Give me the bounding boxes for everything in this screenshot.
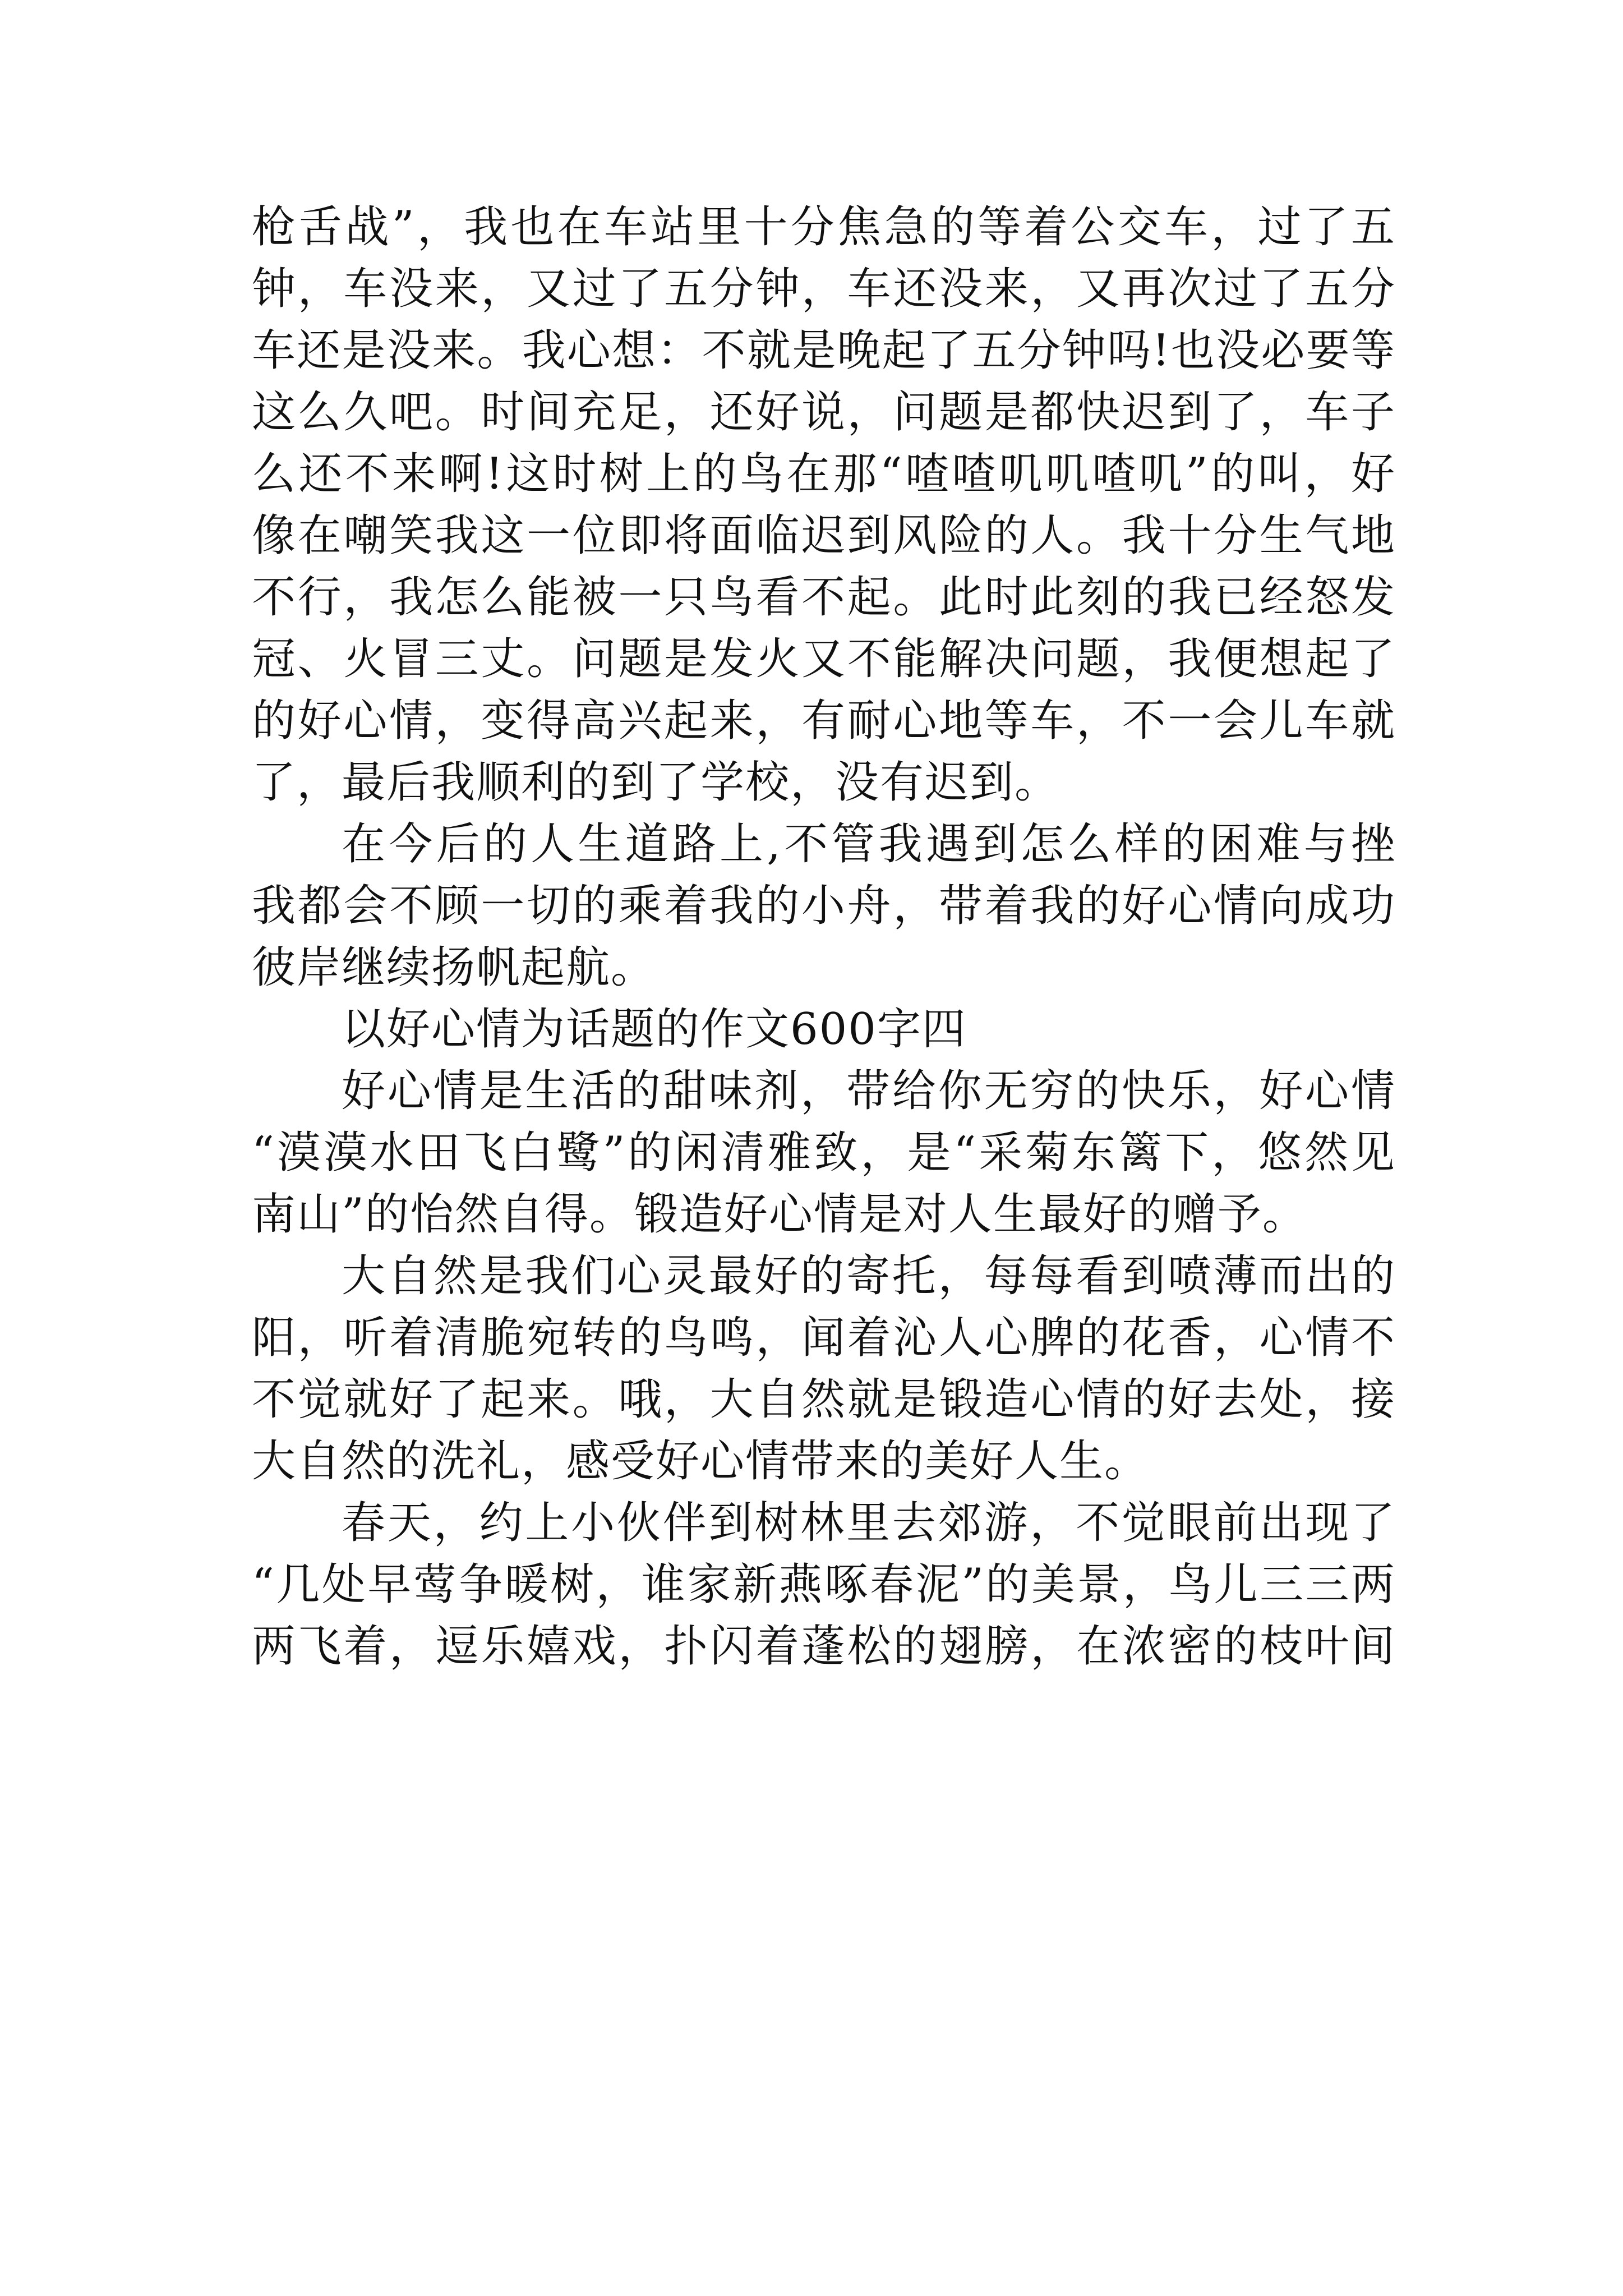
text-line: 的好心情，变得高兴起来，有耐心地等车，不一会儿车就: [252, 696, 1396, 746]
essay-body: [252, 196, 1396, 1677]
text-line: 我都会不顾一切的乘着我的小舟，带着我的好心情向成功: [252, 881, 1396, 931]
text-line: 大自然的洗礼，感受好心情带来的美好人生。: [252, 1436, 1150, 1487]
text-line: 春天，约上小伙伴到树林里去郊游，不觉眼前出现了: [342, 1498, 1396, 1548]
text-line: “几处早莺争暖树，谁家新燕啄春泥”的美景，鸟儿三三两: [252, 1559, 1396, 1610]
text-line: 么还不来啊!这时树上的鸟在那“喳喳叽叽喳叽”的叫，好: [252, 449, 1396, 499]
text-line: 车还是没来。我心想：不就是晚起了五分钟吗!也没必要等: [252, 325, 1396, 376]
text-line: 不觉就好了起来。哦，大自然就是锻造心情的好去处，接: [252, 1374, 1396, 1425]
text-line: 像在嘲笑我这一位即将面临迟到风险的人。我十分生气地: [252, 510, 1396, 561]
text-line: 钟，车没来，又过了五分钟，车还没来，又再次过了五分: [252, 264, 1396, 314]
text-line: 不行，我怎么能被一只鸟看不起。此时此刻的我已经怒发: [252, 572, 1396, 623]
text-line: 了，最后我顺利的到了学校，没有迟到。: [252, 757, 1060, 808]
text-line: “漠漠水田飞白鹭”的闲清雅致，是“采菊东篱下，悠然见: [252, 1128, 1396, 1178]
text-line: 彼岸继续扬帆起航。: [252, 942, 656, 993]
text-line: 枪舌战”，我也在车站里十分焦急的等着公交车，过了五: [252, 202, 1396, 252]
text-line: 大自然是我们心灵最好的寄托，每每看到喷薄而出的: [342, 1251, 1396, 1301]
text-line: 好心情是生活的甜味剂，带给你无穷的快乐，好心情: [342, 1066, 1396, 1116]
text-line: 阳，听着清脆宛转的鸟鸣，闻着沁人心脾的花香，心情不: [252, 1313, 1396, 1363]
text-line: 南山”的怡然自得。锻造好心情是对人生最好的赠予。: [252, 1189, 1307, 1240]
text-line: 两飞着，逗乐嬉戏，扑闪着蓬松的翅膀，在浓密的枝叶间: [252, 1621, 1396, 1672]
text-line: 在今后的人生道路上,不管我遇到怎么样的困难与挫: [342, 819, 1396, 869]
text-line: 以好心情为话题的作文600字四: [342, 1004, 967, 1055]
text-line: 这么久吧。时间充足，还好说，问题是都快迟到了，车子: [252, 387, 1396, 438]
text-line: 冠、火冒三丈。问题是发火又不能解决问题，我便想起了: [252, 634, 1396, 684]
